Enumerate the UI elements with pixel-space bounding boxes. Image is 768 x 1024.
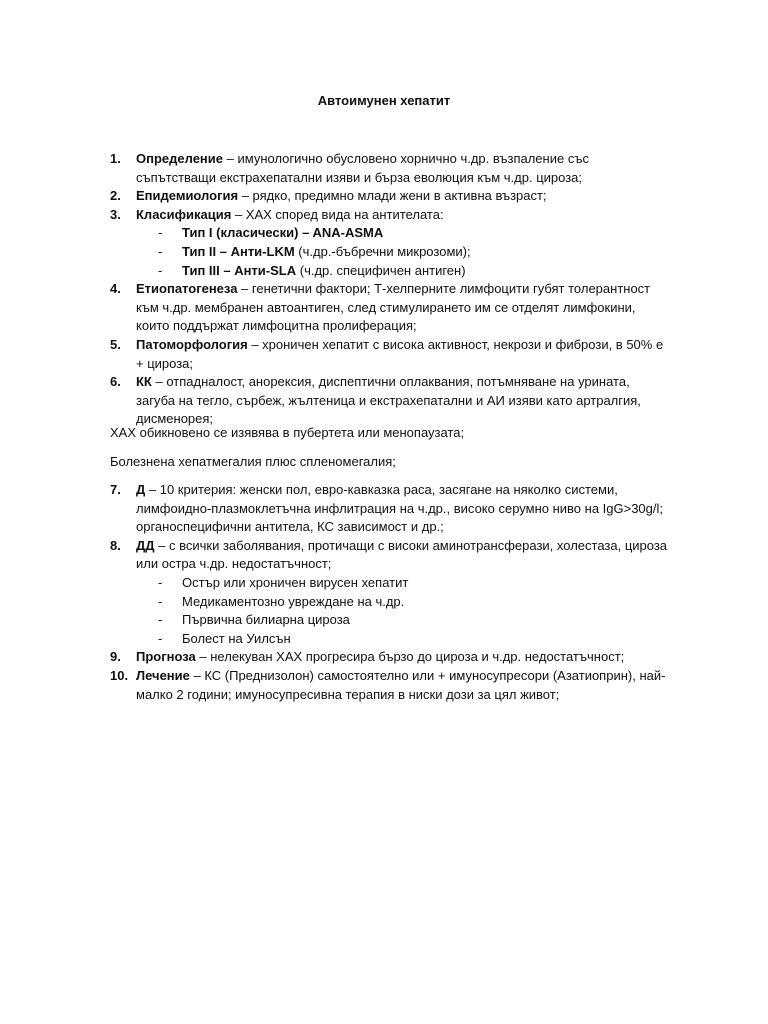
list-part-2	[110, 481, 670, 704]
differential-sublist	[136, 574, 670, 648]
item-text: – 10 критерия: женски пол, евро-кавказка раса, засягане на няколко системи, лимфоидно-плазмоклетъчна инфлитрация на ч.др., високо серумно ниво на IgG>30g/l; органоспецифични антитела, КС зависимост и др.;	[136, 482, 664, 535]
item-term: КК	[136, 374, 152, 390]
classification-sublist	[136, 224, 670, 280]
paragraph-hepatomegaly: Болезнена хепатмегалия плюс спленомегалия;	[110, 454, 396, 469]
item-term: Епидемиология	[136, 188, 239, 204]
item-text: – нелекуван ХАХ прогресира бързо до цироза и ч.др. недостатъчност;	[195, 649, 625, 665]
item-text: – с всички заболявания, протичащи с високи аминотрансферази, холестаза, цироза или остра ч.др. недостатъчност;	[136, 537, 668, 572]
item-text: – рядко, предимно млади жени в активна възраст;	[238, 188, 547, 204]
list-item-4: 4. Етиопатогенеза – генетични фактори; Т-хелперните лимфоцити губят толерантност към ч.др. мембранен автоантиген, след стимулирането им се отделят лимфокини, които поддържат лимфоцитна пролиферация;	[110, 281, 651, 334]
item-text: – ХАХ според вида на антителата:	[231, 206, 444, 222]
list-item-1: 1. Определение – имунологично обусловено хорнично ч.др. възпаление със съпътстващи екстрахепатални изяви и бърза еволюция към ч.др. цироза;	[110, 151, 589, 185]
sublist-item: - Остър или хроничен вирусен хепатит	[158, 574, 409, 590]
list-item-5: 5. Патоморфология – хроничен хепатит с висока активност, некрози и фибрози, в 50% е + цироза;	[110, 336, 664, 371]
sublist-item: - Болест на Уилсън	[158, 630, 291, 646]
item-text: – КС (Преднизолон) самостоятелно или + имуносупресори (Азатиоприн), най-малко 2 години; имуносупресивна терапия в ниски дози за цял живот;	[136, 667, 666, 702]
document-title: Автоимунен хепатит	[317, 93, 451, 108]
item-term: Лечение	[136, 667, 190, 683]
list-item-6: 6. КК – отпадналост, анорексия, диспептични оплаквания, потъмняване на урината, загуба на тегло, сърбеж, жълтеница и екстрахепатални и АИ изяви като артралгия, дисменорея;	[110, 374, 641, 427]
list-item-3: 3. Класификация – ХАХ според вида на антителата: - Тип I (класически) – ANA-ASMA - Тип II – Анти-LKM (ч.др.-бъбречни микрозоми); - Тип III – Анти-SLA (ч.др. специфичен антиген)	[110, 206, 670, 280]
item-text: – отпадналост, анорексия, диспептични оплаквания, потъмняване на урината, загуба на тегло, сърбеж, жълтеница и екстрахепатални и АИ изяви като артралгия, дисменорея;	[136, 374, 641, 427]
list-item-2: 2. Епидемиология – рядко, предимно млади жени в активна възраст;	[110, 188, 547, 204]
sublist-item: - Медикаментозно увреждане на ч.др.	[158, 593, 405, 609]
item-text: – генетични фактори; Т-хелперните лимфоцити губят толерантност към ч.др. мембранен автоантиген, след стимулирането им се отделят лимфокини, които поддържат лимфоцитна пролиферация;	[136, 281, 651, 334]
item-term: Патоморфология	[136, 336, 248, 352]
item-term: Етиопатогенеза	[136, 281, 238, 297]
sublist-item: - Първична билиарна цироза	[158, 612, 350, 628]
item-term: ДД	[136, 537, 155, 553]
list-item-7: 7. Д – 10 критерия: женски пол, евро-кавказка раса, засягане на няколко системи, лимфоидно-плазмоклетъчна инфлитрация на ч.др., високо серумно ниво на IgG>30g/l; органоспецифични антитела, КС зависимост и др.;	[110, 482, 664, 535]
item-term: Прогноза	[136, 649, 196, 665]
item-text: – хроничен хепатит с висока активност, некрози и фибрози, в 50% е + цироза;	[136, 336, 664, 371]
list-item-10: 10. Лечение – КС (Преднизолон) самостоятелно или + имуносупресори (Азатиоприн), най-малко 2 години; имуносупресивна терапия в ниски дози за цял живот;	[110, 667, 666, 702]
sublist-item: - Тип II – Анти-LKM (ч.др.-бъбречни микрозоми);	[158, 243, 471, 259]
item-term: Д	[136, 482, 146, 497]
sublist-item: - Тип I (класически) – ANA-ASMA	[158, 225, 384, 241]
paragraph-onset: ХАХ обикновено се изявява в пубертета или менопаузата;	[110, 425, 465, 440]
list-item-8: 8. ДД – с всички заболявания, протичащи с високи аминотрансферази, холестаза, цироза или остра ч.др. недостатъчност; - Остър или хроничен вирусен хепатит - Медикаментозно увреждане на ч.др. - Първична билиарна цироза - Болест на Уилсън	[110, 537, 670, 649]
item-text: – имунологично обусловено хорнично ч.др. възпаление със съпътстващи екстрахепатални изяви и бърза еволюция към ч.др. цироза;	[136, 151, 589, 185]
list-part-1	[110, 150, 670, 429]
list-item-9: 9. Прогноза – нелекуван ХАХ прогресира бързо до цироза и ч.др. недостатъчност;	[110, 649, 625, 665]
item-term: Класификация	[136, 206, 232, 222]
item-term: Определение	[136, 151, 224, 166]
sublist-item: - Тип III – Анти-SLA (ч.др. специфичен антиген)	[158, 262, 466, 278]
